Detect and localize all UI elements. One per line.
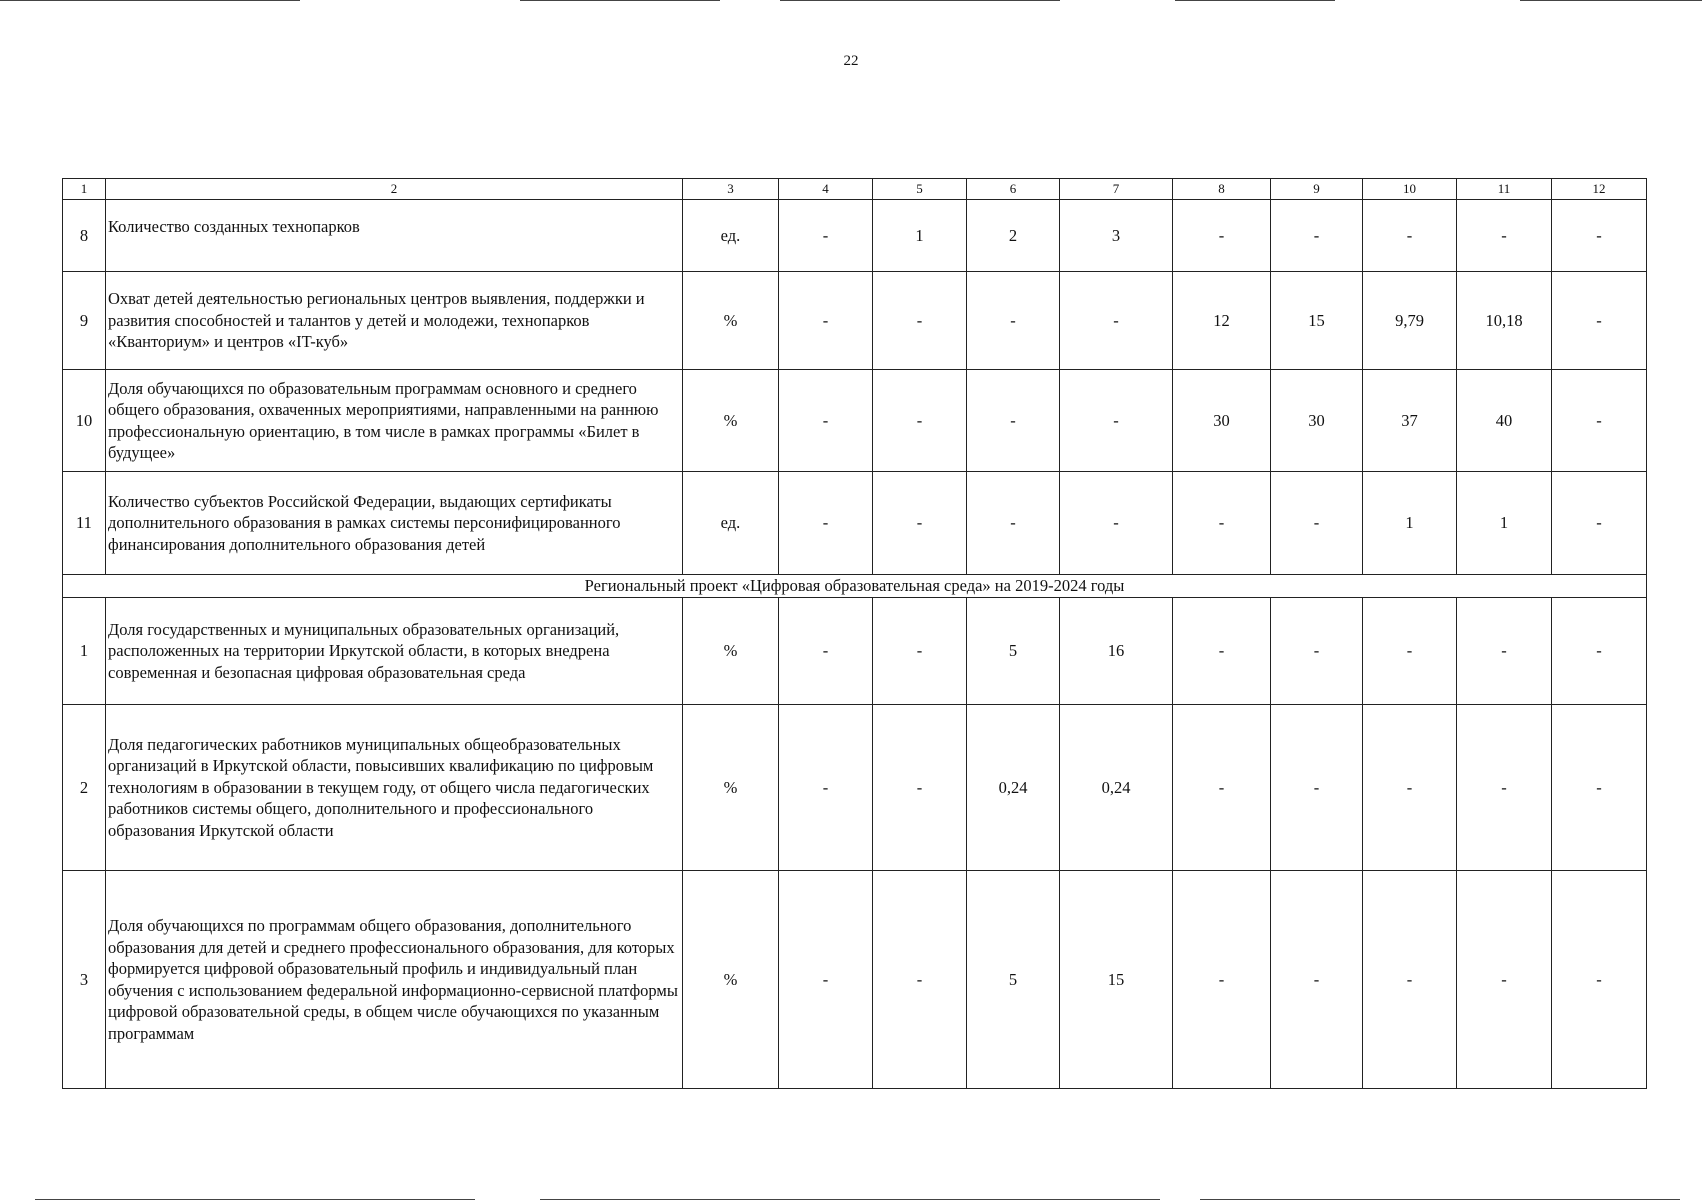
value-cell: - <box>779 200 873 272</box>
value-cell: - <box>1552 598 1647 705</box>
value-cell: 30 <box>1271 370 1363 472</box>
value-cell: 9,79 <box>1363 272 1457 370</box>
value-cell: - <box>1271 598 1363 705</box>
value-cell: - <box>1173 871 1271 1089</box>
row-number: 1 <box>63 598 106 705</box>
indicators-table <box>62 178 1647 1089</box>
row-number: 8 <box>63 200 106 272</box>
scan-edge-top-1 <box>0 0 300 1</box>
indicator-name: Количество субъектов Российской Федерации, выдающих сертификаты дополнительного образования в рамках системы персонифицированного финансирования дополнительного образования детей <box>106 472 683 575</box>
value-cell: 16 <box>1060 598 1173 705</box>
value-cell: - <box>1552 200 1647 272</box>
value-cell: - <box>873 370 967 472</box>
row-number: 9 <box>63 272 106 370</box>
value-cell: - <box>1173 472 1271 575</box>
table-row <box>63 272 1647 370</box>
value-cell: 15 <box>1060 871 1173 1089</box>
value-cell: 1 <box>1457 472 1552 575</box>
table-row <box>63 472 1647 575</box>
page-number: 22 <box>843 53 859 69</box>
value-cell: - <box>1060 472 1173 575</box>
value-cell: 1 <box>873 200 967 272</box>
column-number: 6 <box>967 179 1060 200</box>
value-cell: 1 <box>1363 472 1457 575</box>
unit-cell: % <box>683 871 779 1089</box>
indicator-name: Доля обучающихся по программам общего образования, дополнительного образования для детей и среднего профессионального образования, для которых формируется цифровой образовательный профиль и индивидуальный план обучения с использованием федеральной информационно-сервисной платформы цифровой образовательной среды, в общем числе обучающихся по указанным программам <box>106 871 683 1089</box>
value-cell: - <box>1271 871 1363 1089</box>
value-cell: - <box>779 370 873 472</box>
column-number: 11 <box>1457 179 1552 200</box>
value-cell: 5 <box>967 598 1060 705</box>
scan-edge-top-4 <box>1175 0 1335 1</box>
value-cell: - <box>1552 705 1647 871</box>
value-cell: - <box>1457 871 1552 1089</box>
value-cell: - <box>1363 598 1457 705</box>
value-cell: - <box>873 705 967 871</box>
value-cell: 10,18 <box>1457 272 1552 370</box>
indicator-name: Количество созданных технопарков <box>106 200 683 272</box>
column-number: 8 <box>1173 179 1271 200</box>
indicator-name: Доля педагогических работников муниципальных общеобразовательных организаций в Иркутской области, повысивших квалификацию по цифровым технологиям в образовании в текущем году, от общего числа педагогических работников системы общего, дополнительного и профессионального образования Иркутской области <box>106 705 683 871</box>
section-header-row <box>63 575 1647 598</box>
indicator-name: Охват детей деятельностью региональных центров выявления, поддержки и развития способностей и талантов у детей и молодежи, технопарков «Кванториум» и центров «IT-куб» <box>106 272 683 370</box>
value-cell: - <box>779 272 873 370</box>
value-cell: - <box>779 598 873 705</box>
column-number: 5 <box>873 179 967 200</box>
row-number: 11 <box>63 472 106 575</box>
value-cell: 3 <box>1060 200 1173 272</box>
table-row <box>63 370 1647 472</box>
value-cell: - <box>873 598 967 705</box>
value-cell: - <box>1060 272 1173 370</box>
value-cell: 0,24 <box>1060 705 1173 871</box>
row-number: 2 <box>63 705 106 871</box>
value-cell: - <box>1552 472 1647 575</box>
value-cell: - <box>1363 200 1457 272</box>
column-number: 4 <box>779 179 873 200</box>
table-row <box>63 200 1647 272</box>
section-title: Региональный проект «Цифровая образовательная среда» на 2019-2024 годы <box>63 575 1647 598</box>
value-cell: 0,24 <box>967 705 1060 871</box>
column-number-row <box>63 179 1647 200</box>
value-cell: 2 <box>967 200 1060 272</box>
value-cell: 40 <box>1457 370 1552 472</box>
indicator-name: Доля государственных и муниципальных образовательных организаций, расположенных на территории Иркутской области, в которых внедрена современная и безопасная цифровая образовательная среда <box>106 598 683 705</box>
column-number: 3 <box>683 179 779 200</box>
table-row <box>63 598 1647 705</box>
value-cell: - <box>873 871 967 1089</box>
value-cell: - <box>967 472 1060 575</box>
value-cell: - <box>1363 705 1457 871</box>
value-cell: - <box>1457 705 1552 871</box>
column-number: 1 <box>63 179 106 200</box>
table-row <box>63 871 1647 1089</box>
value-cell: - <box>1271 200 1363 272</box>
value-cell: - <box>967 370 1060 472</box>
value-cell: - <box>1060 370 1173 472</box>
row-number: 10 <box>63 370 106 472</box>
unit-cell: % <box>683 370 779 472</box>
value-cell: - <box>779 705 873 871</box>
value-cell: - <box>1173 200 1271 272</box>
unit-cell: ед. <box>683 472 779 575</box>
value-cell: - <box>1552 871 1647 1089</box>
value-cell: - <box>873 272 967 370</box>
table-row <box>63 705 1647 871</box>
value-cell: - <box>873 472 967 575</box>
value-cell: - <box>1552 370 1647 472</box>
column-number: 2 <box>106 179 683 200</box>
column-number: 7 <box>1060 179 1173 200</box>
value-cell: - <box>779 871 873 1089</box>
column-number: 9 <box>1271 179 1363 200</box>
value-cell: - <box>967 272 1060 370</box>
scan-edge-top-3 <box>780 0 1060 1</box>
value-cell: 5 <box>967 871 1060 1089</box>
value-cell: - <box>1271 472 1363 575</box>
scan-edge-top-5 <box>1520 0 1702 1</box>
unit-cell: % <box>683 598 779 705</box>
value-cell: - <box>1552 272 1647 370</box>
value-cell: - <box>1173 705 1271 871</box>
value-cell: - <box>1457 200 1552 272</box>
row-number: 3 <box>63 871 106 1089</box>
value-cell: - <box>1457 598 1552 705</box>
column-number: 10 <box>1363 179 1457 200</box>
unit-cell: % <box>683 272 779 370</box>
unit-cell: % <box>683 705 779 871</box>
value-cell: 30 <box>1173 370 1271 472</box>
value-cell: - <box>1271 705 1363 871</box>
value-cell: - <box>1363 871 1457 1089</box>
unit-cell: ед. <box>683 200 779 272</box>
value-cell: 12 <box>1173 272 1271 370</box>
value-cell: - <box>1173 598 1271 705</box>
value-cell: - <box>779 472 873 575</box>
scan-edge-top-2 <box>520 0 720 1</box>
value-cell: 37 <box>1363 370 1457 472</box>
value-cell: 15 <box>1271 272 1363 370</box>
column-number: 12 <box>1552 179 1647 200</box>
indicator-name: Доля обучающихся по образовательным программам основного и среднего общего образования, охваченных мероприятиями, направленными на раннюю профессиональную ориентацию, в том числе в рамках программы «Билет в будущее» <box>106 370 683 472</box>
